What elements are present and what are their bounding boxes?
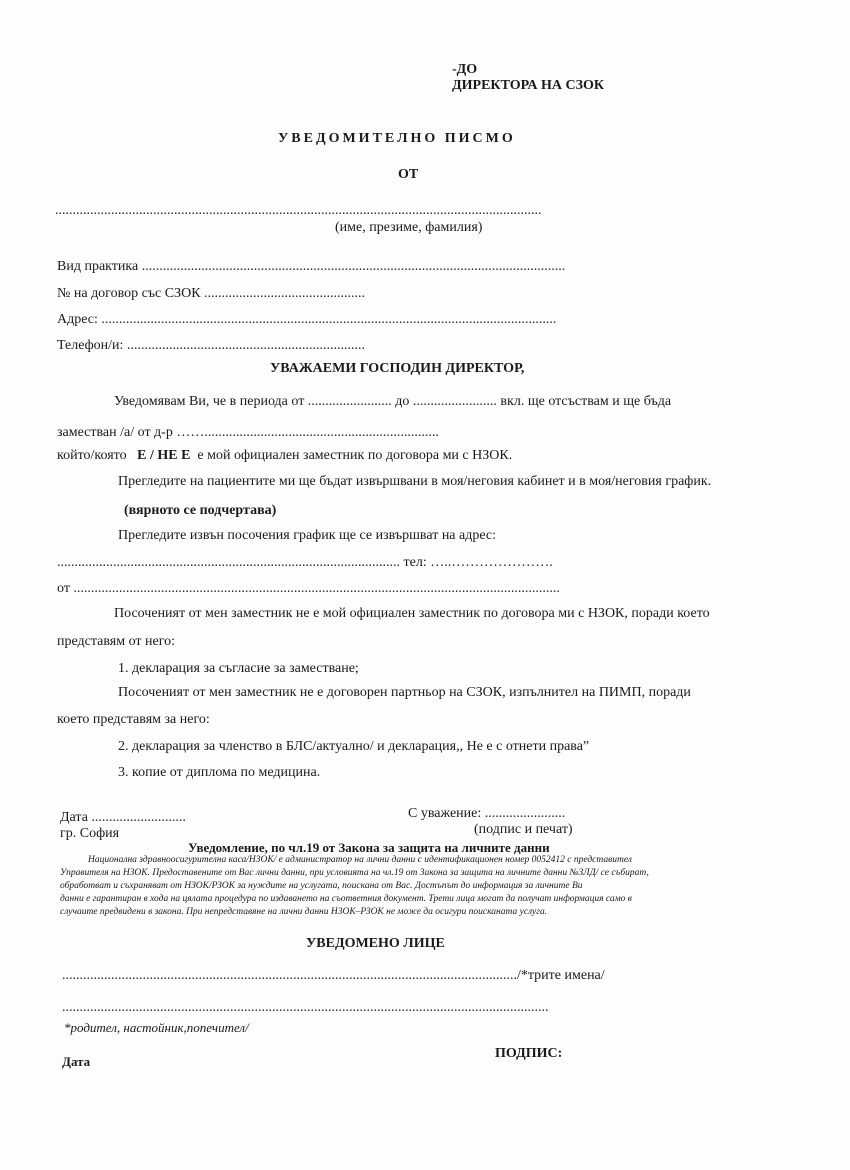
gdpr-title: Уведомление, по чл.19 от Закона за защита на личните данни	[188, 840, 550, 855]
gdpr-line-5: случаите предвидени в закона. При непредставяне на лични данни НЗОК–РЗОК не може да осигури поисканата услуга.	[60, 907, 548, 917]
body-p3-prefix: който/която	[57, 448, 127, 463]
address-field: Адрес: ..................................................................................................................................	[57, 312, 557, 327]
notified-hint: *родител, настойник,попечител/	[64, 1020, 249, 1035]
body-p9: Посоченият от мен заместник не е мой официален заместник по договора ми с НЗОК, поради което	[114, 606, 710, 621]
notified-signature: ПОДПИС:	[495, 1046, 563, 1061]
body-p7: .................................................................................................. тел: …..………………….	[57, 555, 553, 570]
body-p13: което представям за него:	[57, 712, 210, 727]
contract-field: № на договор със СЗОК ..............................................	[57, 286, 366, 301]
notified-second-line: ...........................................................................................................................................	[62, 1000, 549, 1015]
sign-hint: (подпис и печат)	[474, 822, 573, 837]
body-p5: (вярното се подчертава)	[124, 503, 277, 518]
name-line: ...........................................................................................................................................	[55, 203, 542, 218]
body-p12: Посоченият от мен заместник не е договорен партньор на СЗОК, изпълнител на ПИМП, поради	[118, 685, 691, 700]
practice-field: Вид практика .........................................................................................................................	[57, 259, 566, 274]
notified-date: Дата	[62, 1054, 91, 1069]
body-p1: Уведомявам Ви, че в периода от ........................ до ........................ вкл. ще отсъствам и ще бъда	[114, 394, 672, 409]
notified-title: УВЕДОМЕНО ЛИЦЕ	[306, 936, 445, 951]
body-p2: заместван /а/ от д-р ……...................................................................	[57, 425, 439, 440]
body-p14: 2. декларация за членство в БЛС/актуално/ и декларация,, Не е с отнети права”	[118, 739, 590, 754]
body-p3-suffix: е мой официален заместник по договора ми с НЗОК.	[197, 448, 513, 463]
body-p8: от ...........................................................................................................................................	[57, 581, 560, 596]
gdpr-line-2: Управителя на НЗОК. Предоставените от Вас лични данни, при условията на чл.19 от Закона за защита на личните данни №ЗЛД/ се събират,	[60, 868, 649, 878]
body-p11: 1. декларация за съгласие за заместване;	[118, 661, 359, 676]
notified-name-line: ................................................................................................................................../*трите имена/	[62, 968, 605, 983]
body-p4: Прегледите на пациентите ми ще бъдат извършвани в моя/неговия кабинет и в моя/неговия график.	[118, 474, 712, 489]
salutation: УВАЖАЕМИ ГОСПОДИН ДИРЕКТОР,	[270, 361, 525, 376]
gdpr-line-4: данни е гарантиран в хода на цялата процедура по издаването на съответния документ. Трети лица могат да получат информация само в	[60, 894, 632, 904]
date-field: Дата ...........................	[60, 810, 186, 825]
gdpr-line-1: Национална здравноосигурителна каса/НЗОК/ е администратор на лични данни с идентификационен номер 0052412 с представител	[88, 855, 632, 865]
gdpr-line-3: обработват и съхраняват от НЗОК/РЗОК за нуждите на услугата, поискана от Вас. Достъпът до информация за личните Ви	[60, 881, 583, 891]
body-p15: 3. копие от диплома по медицина.	[118, 765, 321, 780]
from-label: ОТ	[398, 167, 419, 182]
city: гр. София	[60, 826, 120, 841]
name-hint: (име, презиме, фамилия)	[335, 220, 483, 235]
addressee-line-1: -ДО	[452, 62, 478, 77]
phone-field: Телефон/и: ....................................................................	[57, 338, 365, 353]
body-p10: представям от него:	[57, 634, 176, 649]
regards-field: С уважение: .......................	[408, 806, 566, 821]
addressee-line-2: ДИРЕКТОРА НА СЗОК	[452, 78, 605, 93]
document-title: УВЕДОМИТЕЛНО ПИСМО	[278, 131, 516, 146]
is-or-not-choice: Е / НЕ Е	[137, 448, 191, 463]
body-p6: Прегледите извън посочения график ще се извършват на адрес:	[118, 528, 497, 543]
body-p3	[57, 448, 512, 464]
